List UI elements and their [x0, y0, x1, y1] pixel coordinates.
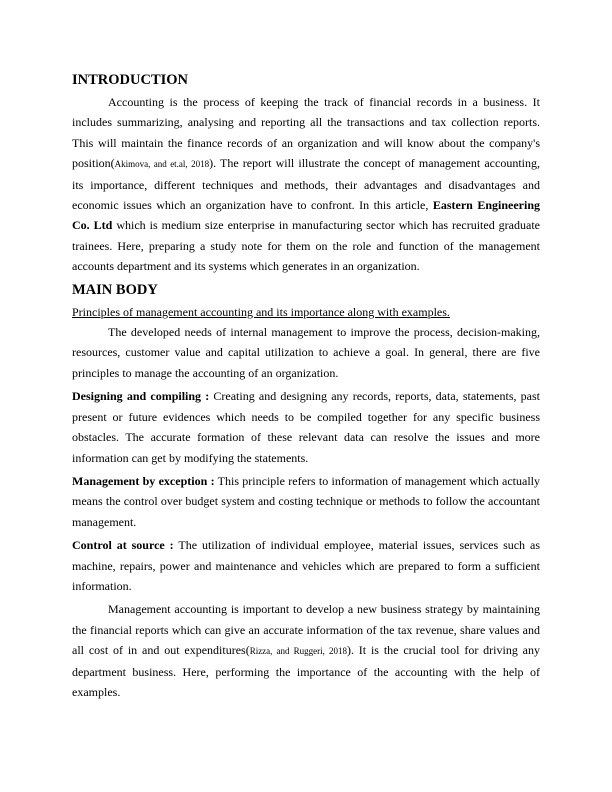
principle-exception [72, 471, 540, 532]
principle-designing [72, 386, 540, 468]
principle-text: The utilization of individual employee, material issues, services such as machine, repairs, power and maintenance and vehicles which are prepared to form a sufficient information. [72, 538, 540, 593]
principles-subheading-text: Principles of management accounting and its importance along with examples. [72, 304, 450, 319]
intro-text-part-2: ). The report will illustrate the concept of management accounting, its importance, different techniques and methods, their advantages and disadvantages and economic issues which an organization have to confront. In this article, [72, 156, 540, 213]
intro-text-part-3: which is medium size enterprise in manufacturing sector which has recruited graduate trainees. Here, preparing a study note for them on the role and function of the management accounts department and its systems which generates in an organization. [72, 218, 540, 274]
principle-term: Management by exception : [72, 473, 215, 488]
importance-text-part-2: ). It is the crucial tool for driving any department business. Here, performing the importance of the accounting with the help of examples. [72, 643, 540, 699]
main-body-heading: MAIN BODY [72, 281, 158, 298]
company-name: Eastern Engineering Co. Ltd [72, 198, 540, 233]
intro-text-part-1: Accounting is the process of keeping the track of financial records in a business. It includes summarizing, analysing and reporting all the transactions and tax collection reports. This will maintain the finance records of an organization and will know about the company's position( [72, 95, 540, 171]
principles-subheading [72, 302, 540, 322]
principle-control [72, 535, 540, 596]
principle-text: Creating and designing any records, reports, data, statements, past present or future evidences which needs to be compiled together for any specific business obstacles. The accurate formation of these relevant data can resolve the issues and more information can get by modifying the statements. [72, 389, 540, 465]
document-page [72, 70, 540, 702]
introduction-paragraph [72, 92, 540, 277]
citation-rizza: Rizza, and Ruggeri, 2018 [249, 646, 347, 657]
introduction-heading: INTRODUCTION [72, 72, 189, 88]
principle-text: This principle refers to information of management which actually means the control over budget system and costing technique or methods to follow the accountant management. [72, 473, 540, 529]
principle-term: Control at source : [72, 538, 174, 553]
importance-text-part-1: Management accounting is important to develop a new business strategy by maintaining the financial reports which can give an accurate information of the tax revenue, share values and all cost of in and out expenditures( [72, 602, 540, 658]
citation-akimova: Akimova, and et.al, 2018 [114, 159, 210, 170]
importance-paragraph [72, 599, 540, 702]
principle-term: Designing and compiling : [72, 389, 210, 404]
principles-intro-paragraph: The developed needs of internal management to improve the process, decision-making, resources, customer value and capital utilization to achieve a goal. In general, there are five principles to manage the accounting of an organization. [72, 325, 540, 380]
